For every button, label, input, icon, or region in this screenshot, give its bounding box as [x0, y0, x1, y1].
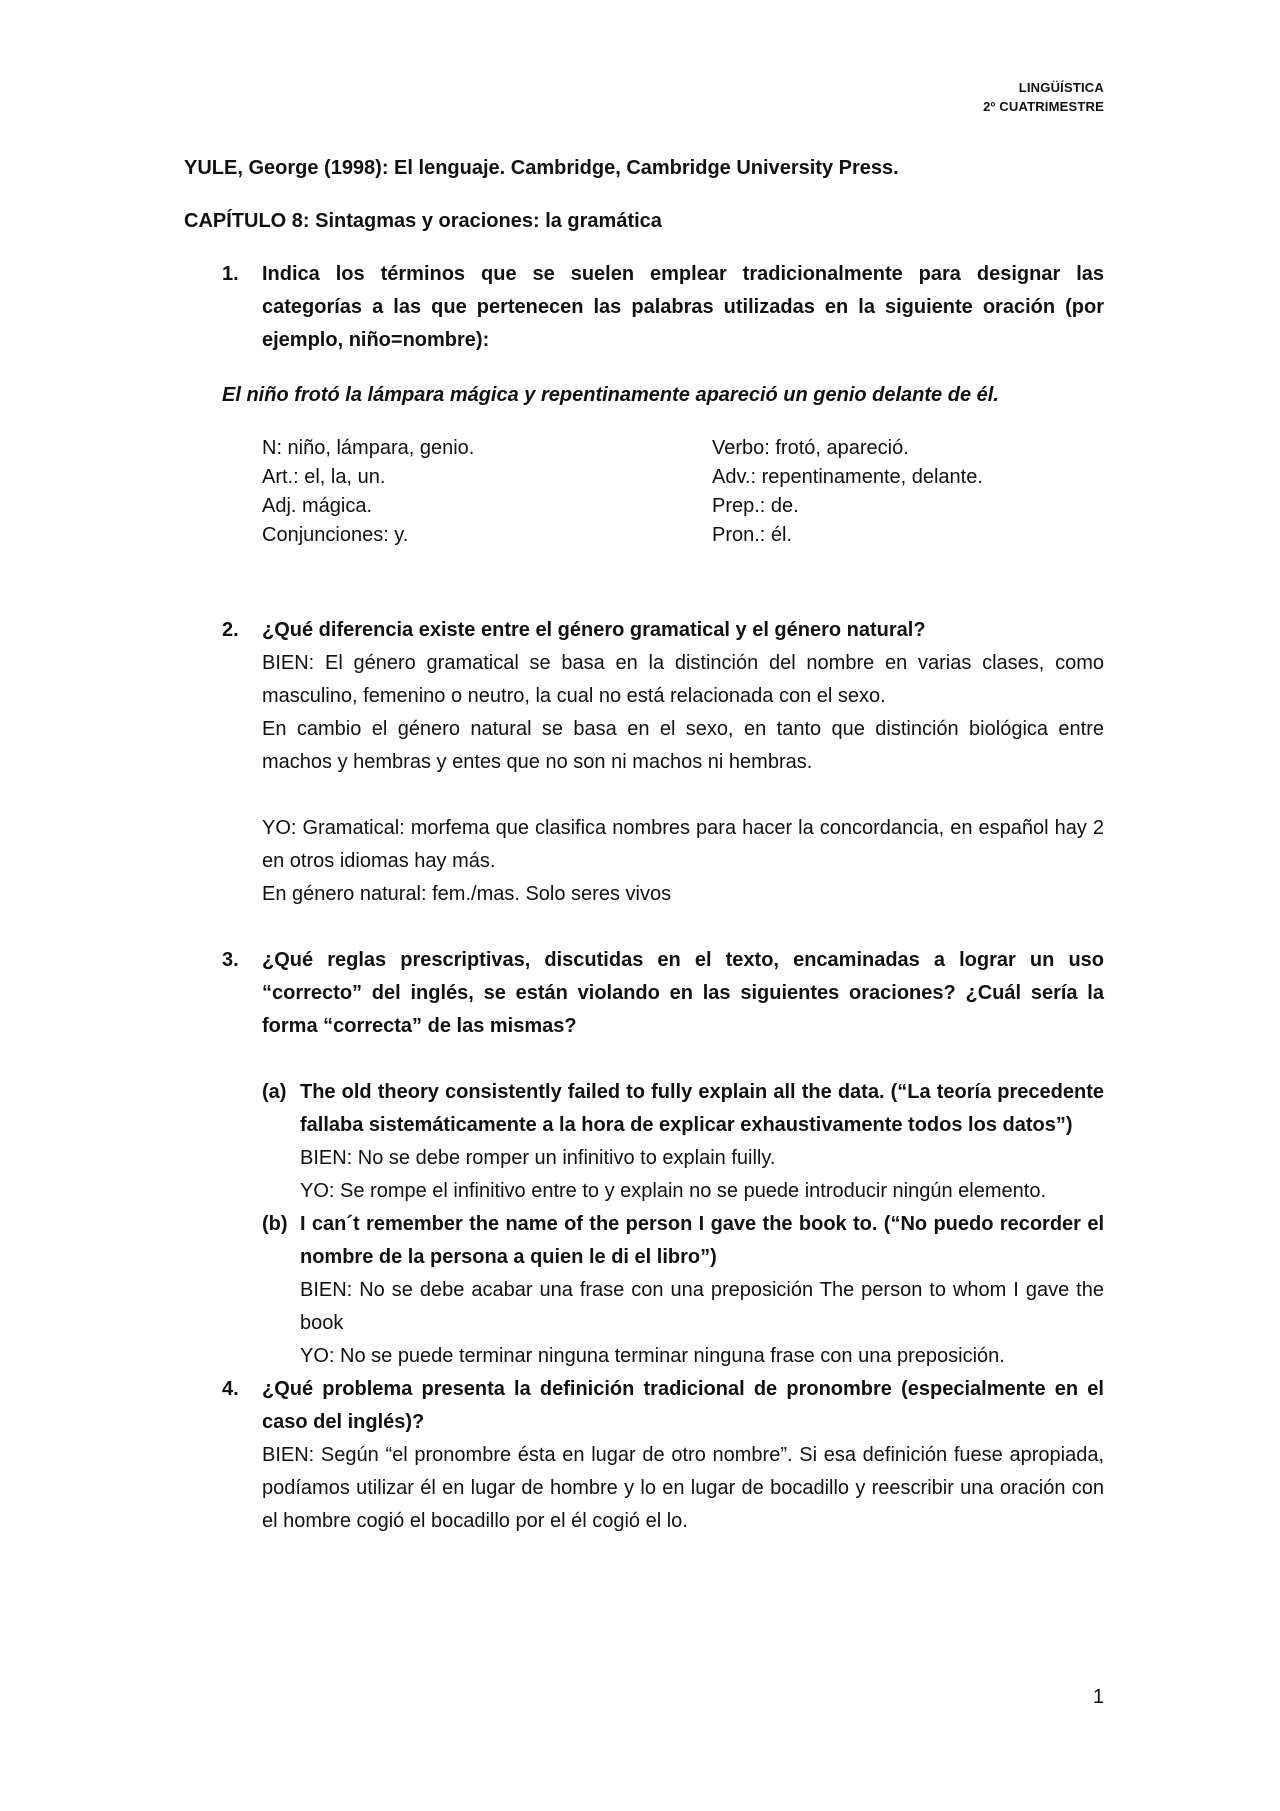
question-1-number: 1.	[222, 263, 239, 285]
answer-yo: YO: Gramatical: morfema que clasifica nombres para hacer la concordancia, en español hay 2 en otros idiomas hay más.	[262, 817, 1104, 872]
question-4-number: 4.	[222, 1378, 239, 1400]
category-item: Adv.: repentinamente, delante.	[712, 466, 983, 488]
categories-left-column	[262, 434, 712, 550]
category-item: Adj. mágica.	[262, 495, 373, 517]
answer-bien: BIEN: No se debe romper un infinitivo to explain fuilly.	[300, 1147, 776, 1169]
header-term: 2º CUATRIMESTRE	[983, 99, 1104, 114]
question-3	[184, 944, 1104, 1373]
question-3-subitems	[262, 1076, 1104, 1373]
categories-table	[262, 434, 1104, 550]
category-item: Pron.: él.	[712, 524, 793, 546]
page-number: 1	[1092, 1686, 1104, 1708]
question-1-text: Indica los términos que se suelen emplear tradicionalmente para designar las categorías a las que pertenecen las palabras utilizadas en la siguiente oración (por ejemplo, niño=nombre):	[262, 263, 1104, 351]
page-header	[983, 78, 1104, 116]
question-3-number: 3.	[222, 949, 239, 971]
answer-yo: YO: No se puede terminar ninguna terminar ninguna frase con una preposición.	[300, 1345, 1005, 1367]
answer-yo-continued: En género natural: fem./mas. Solo seres vivos	[262, 883, 672, 905]
category-item: Prep.: de.	[712, 495, 799, 517]
example-sentence: El niño frotó la lámpara mágica y repentinamente apareció un genio delante de él.	[222, 384, 999, 406]
question-2-number: 2.	[222, 619, 239, 641]
subitem-b-text: I can´t remember the name of the person I gave the book to. (“No puedo recorder el nombre de la persona a quien le di el libro”)	[300, 1213, 1104, 1268]
category-item: Art.: el, la, un.	[262, 466, 386, 488]
question-2-text: ¿Qué diferencia existe entre el género gramatical y el género natural?	[262, 619, 926, 641]
reference-title: YULE, George (1998): El lenguaje. Cambridge, Cambridge University Press.	[184, 157, 899, 179]
answer-yo: YO: Se rompe el infinitivo entre to y explain no se puede introducir ningún elemento.	[300, 1180, 1046, 1202]
answer-bien: BIEN: No se debe acabar una frase con una preposición The person to whom I gave the book	[300, 1279, 1104, 1334]
subitem-a	[262, 1076, 1104, 1208]
subitem-a-letter: (a)	[262, 1081, 287, 1103]
answer-bien: BIEN: Según “el pronombre ésta en lugar de otro nombre”. Si esa definición fuese apropiada, podíamos utilizar él en lugar de hombre y lo en lugar de bocadillo y reescribir una oración con el hombre cogió el bocadillo por el él cogió el lo.	[262, 1444, 1104, 1532]
categories-right-column	[712, 434, 1112, 550]
answer-bien-continued: En cambio el género natural se basa en el sexo, en tanto que distinción biológica entre machos y hembras y entes que no son ni machos ni hembras.	[262, 718, 1104, 773]
subitem-b-letter: (b)	[262, 1213, 288, 1235]
subitem-b	[262, 1208, 1104, 1373]
question-4	[184, 1373, 1104, 1538]
header-subject: LINGÜÍSTICA	[1018, 80, 1104, 95]
category-item: Conjunciones: y.	[262, 524, 409, 546]
chapter-heading: CAPÍTULO 8: Sintagmas y oraciones: la gramática	[184, 210, 662, 232]
category-item: N: niño, lámpara, genio.	[262, 437, 475, 459]
question-3-text: ¿Qué reglas prescriptivas, discutidas en el texto, encaminadas a lograr un uso “correcto” del inglés, se están violando en las siguientes oraciones? ¿Cuál sería la forma “correcta” de las mismas?	[262, 949, 1104, 1037]
question-1	[184, 258, 1104, 357]
document-body	[184, 152, 1104, 1538]
category-item: Verbo: frotó, apareció.	[712, 437, 909, 459]
answer-bien: BIEN: El género gramatical se basa en la distinción del nombre en varias clases, como masculino, femenino o neutro, la cual no está relacionada con el sexo.	[262, 652, 1104, 707]
question-2	[184, 614, 1104, 911]
question-4-text: ¿Qué problema presenta la definición tradicional de pronombre (especialmente en el caso del inglés)?	[262, 1378, 1104, 1433]
subitem-a-text: The old theory consistently failed to fully explain all the data. (“La teoría precedente fallaba sistemáticamente a la hora de explicar exhaustivamente todos los datos”)	[300, 1081, 1104, 1136]
